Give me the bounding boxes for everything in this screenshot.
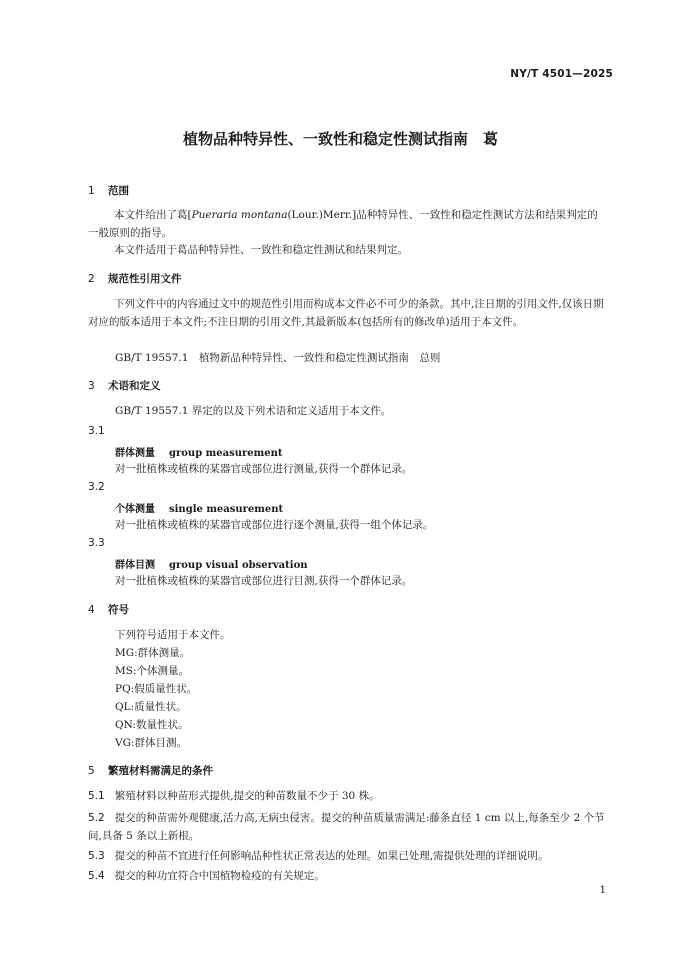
section-number: 3 xyxy=(88,380,95,392)
symbol-item: QL:质量性状。 xyxy=(115,701,187,713)
condition-item xyxy=(88,787,608,805)
symbol-item: VG:群体目测。 xyxy=(115,737,188,749)
section-title: 术语和定义 xyxy=(108,380,161,392)
term-definition: 对一批植株或植株的某器官或部位进行目测,获得一个群体记录。 xyxy=(115,575,413,587)
term-en: group measurement xyxy=(169,448,283,459)
scope-paragraph-1 xyxy=(88,206,608,242)
condition-number: 5.2 xyxy=(88,812,105,824)
term-heading xyxy=(115,444,282,459)
term-en: single measurement xyxy=(169,504,284,515)
condition-text: 提交的种苗不宜进行任何影响品种性状正常表达的处理。如果已处理,需提供处理的详细说明。 xyxy=(114,850,549,862)
symbol-item: MS:个体测量。 xyxy=(115,665,189,677)
section-number: 2 xyxy=(88,273,95,285)
term-heading xyxy=(115,500,283,515)
condition-text: 繁殖材料以种苗形式提供,提交的种苗数量不少于 30 株。 xyxy=(114,790,380,802)
term-cn: 群体目测 xyxy=(115,560,155,571)
section-2-heading xyxy=(88,271,182,286)
section-number: 4 xyxy=(88,604,95,616)
symbols-intro: 下列符号适用于本文件。 xyxy=(115,629,231,641)
normative-reference: GB/T 19557.1 植物新品种特异性、一致性和稳定性测试指南 总则 xyxy=(115,352,441,364)
term-heading xyxy=(115,556,308,571)
section-title: 范围 xyxy=(108,185,129,197)
section-4-heading xyxy=(88,602,129,617)
terms-intro: GB/T 19557.1 界定的以及下列术语和定义适用于本文件。 xyxy=(115,405,392,417)
section-3-heading xyxy=(88,378,161,393)
symbol-item: QN:数量性状。 xyxy=(115,719,189,731)
symbol-item: MG:群体测量。 xyxy=(115,647,191,659)
latin-name: Pueraria montana xyxy=(191,209,288,221)
condition-number: 5.4 xyxy=(88,870,105,882)
scope-paragraph-2: 本文件适用于葛品种特异性、一致性和稳定性测试和结果判定。 xyxy=(114,244,408,256)
term-number: 3.3 xyxy=(88,537,105,549)
section-5-heading xyxy=(88,763,213,778)
page-number: 1 xyxy=(599,885,606,896)
normative-paragraph: 下列文件中的内容通过文中的规范性引用而构成本文件必不可少的条款。其中,注日期的引用文件,仅该日期对应的版本适用于本文件;不注日期的引用文件,其最新版本(包括所有的修改单)适用于本文件。 xyxy=(88,298,604,328)
term-number: 3.2 xyxy=(88,481,105,493)
condition-item xyxy=(88,809,608,845)
term-cn: 群体测量 xyxy=(115,448,155,459)
section-title: 规范性引用文件 xyxy=(108,273,182,285)
section-title: 繁殖材料需满足的条件 xyxy=(108,765,213,777)
document-title: 植物品种特异性、一致性和稳定性测试指南 葛 xyxy=(182,130,498,148)
term-number: 3.1 xyxy=(88,425,105,437)
condition-text: 提交的种功宜符合中国植物检疫的有关规定。 xyxy=(114,870,325,882)
condition-number: 5.3 xyxy=(88,850,105,862)
scope-text-b: (Lour.)Merr.]品种特异性、一致性和稳定性测试方法和结果判定的一般原则的指导。 xyxy=(88,209,598,239)
term-definition: 对一批植株或植株的某器官或部位进行测量,获得一个群体记录。 xyxy=(115,463,413,475)
term-cn: 个体测量 xyxy=(115,504,155,515)
scope-text-a: 本文件给出了葛[ xyxy=(114,209,192,221)
term-definition: 对一批植株或植株的某器官或部位进行逐个测量,获得一组个体记录。 xyxy=(115,519,434,531)
condition-number: 5.1 xyxy=(88,790,105,802)
condition-text: 提交的种苗需外观健康,活力高,无病虫侵害。提交的种苗质量需满足:藤条直径 1 cm 以上,每条至少 2 个节间,具备 5 条以上新根。 xyxy=(88,812,605,842)
section-title: 符号 xyxy=(108,604,129,616)
document-code: NY/T 4501—2025 xyxy=(510,68,613,80)
section-number: 5 xyxy=(88,765,95,777)
symbol-item: PQ:假质量性状。 xyxy=(115,683,198,695)
section-number: 1 xyxy=(88,185,95,197)
section-1-heading xyxy=(88,183,129,198)
condition-item xyxy=(88,867,608,885)
term-en: group visual observation xyxy=(169,560,308,571)
condition-item xyxy=(88,847,608,865)
